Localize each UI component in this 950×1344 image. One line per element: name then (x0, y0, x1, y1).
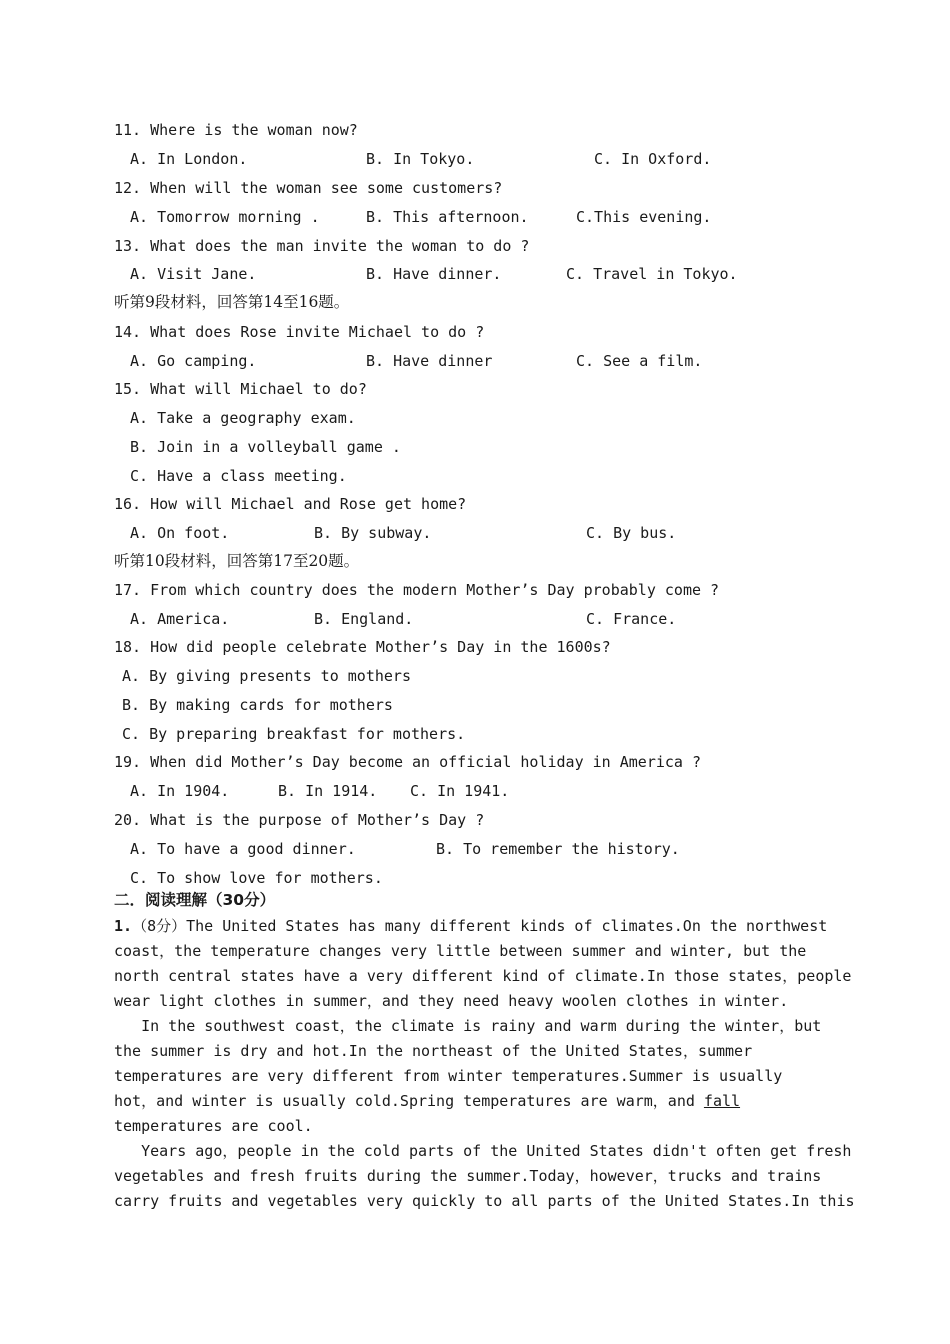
option-a: A. America. (130, 610, 230, 628)
option-c: C. In 1941. (410, 782, 510, 800)
option-b: B. England. (314, 610, 414, 628)
question-15: 15. What will Michael to do? (114, 380, 367, 398)
option-b: B. In Tokyo. (366, 150, 475, 168)
option-c: C. Travel in Tokyo. (566, 265, 738, 283)
passage-line: carry fruits and vegetables very quickly to all parts of the United States.In this (114, 1192, 855, 1210)
passage-line: hot，and winter is usually cold.Spring temperatures are warm，and fall (114, 1092, 741, 1110)
question-11: 11. Where is the woman now? (114, 121, 358, 139)
option-a: A. Visit Jane. (130, 265, 257, 283)
passage-line: temperatures are cool. (114, 1117, 313, 1135)
option-c: C. In Oxford. (594, 150, 712, 168)
passage-line: the summer is dry and hot.In the northeast of the United States，summer (114, 1042, 753, 1060)
section-instruction: 听第9段材料，回答第14至16题。 (114, 293, 350, 311)
option-a: A. By giving presents to mothers (122, 667, 411, 685)
option-b: B. By making cards for mothers (122, 696, 393, 714)
question-13: 13. What does the man invite the woman to do ? (114, 237, 530, 255)
question-17: 17. From which country does the modern Mother’s Day probably come ? (114, 581, 720, 599)
item-number: 1. (114, 917, 133, 935)
option-c: C. See a film. (576, 352, 703, 370)
option-b: B. To remember the history. (436, 840, 680, 858)
section-heading: 二．阅读理解（30分） (114, 891, 276, 909)
passage-line: 1.（8分）The United States has many different kinds of climates.On the northwest (114, 917, 828, 935)
passage-line: coast，the temperature changes very little between summer and winter, but the (114, 942, 807, 960)
option-a: A. Go camping. (130, 352, 257, 370)
option-a: A. In London. (130, 150, 248, 168)
passage-line: vegetables and fresh fruits during the summer.Today，however，trucks and trains (114, 1167, 822, 1185)
passage-line: wear light clothes in summer，and they need heavy woolen clothes in winter. (114, 992, 789, 1010)
question-12: 12. When will the woman see some customers? (114, 179, 503, 197)
question-20: 20. What is the purpose of Mother’s Day ? (114, 811, 485, 829)
section-instruction: 听第10段材料，回答第17至20题。 (114, 552, 360, 570)
option-b: B. In 1914. (278, 782, 378, 800)
passage-line: north central states have a very different kind of climate.In those states，people (114, 967, 852, 985)
passage-line: Years ago，people in the cold parts of the United States didn't often get fresh (114, 1142, 852, 1160)
option-b: B. By subway. (314, 524, 432, 542)
option-b: B. Have dinner (366, 352, 493, 370)
option-a: A. In 1904. (130, 782, 230, 800)
question-16: 16. How will Michael and Rose get home? (114, 495, 467, 513)
option-a: A. Take a geography exam. (130, 409, 356, 427)
option-a: A. On foot. (130, 524, 230, 542)
question-18: 18. How did people celebrate Mother’s Day in the 1600s? (114, 638, 611, 656)
option-b: B. Join in a volleyball game . (130, 438, 401, 456)
option-c: C. France. (586, 610, 677, 628)
option-a: A. Tomorrow morning . (130, 208, 320, 226)
option-c: C. By bus. (586, 524, 677, 542)
option-c: C.This evening. (576, 208, 712, 226)
option-a: A. To have a good dinner. (130, 840, 356, 858)
question-19: 19. When did Mother’s Day become an official holiday in America ? (114, 753, 701, 771)
option-b: B. This afternoon. (366, 208, 529, 226)
question-14: 14. What does Rose invite Michael to do ? (114, 323, 485, 341)
option-c: C. By preparing breakfast for mothers. (122, 725, 466, 743)
underlined-word: fall (703, 1092, 741, 1110)
option-b: B. Have dinner. (366, 265, 502, 283)
option-c: C. Have a class meeting. (130, 467, 347, 485)
passage-line: In the southwest coast，the climate is rainy and warm during the winter，but (114, 1017, 822, 1035)
option-c: C. To show love for mothers. (130, 869, 383, 887)
passage-line: temperatures are very different from winter temperatures.Summer is usually (114, 1067, 783, 1085)
